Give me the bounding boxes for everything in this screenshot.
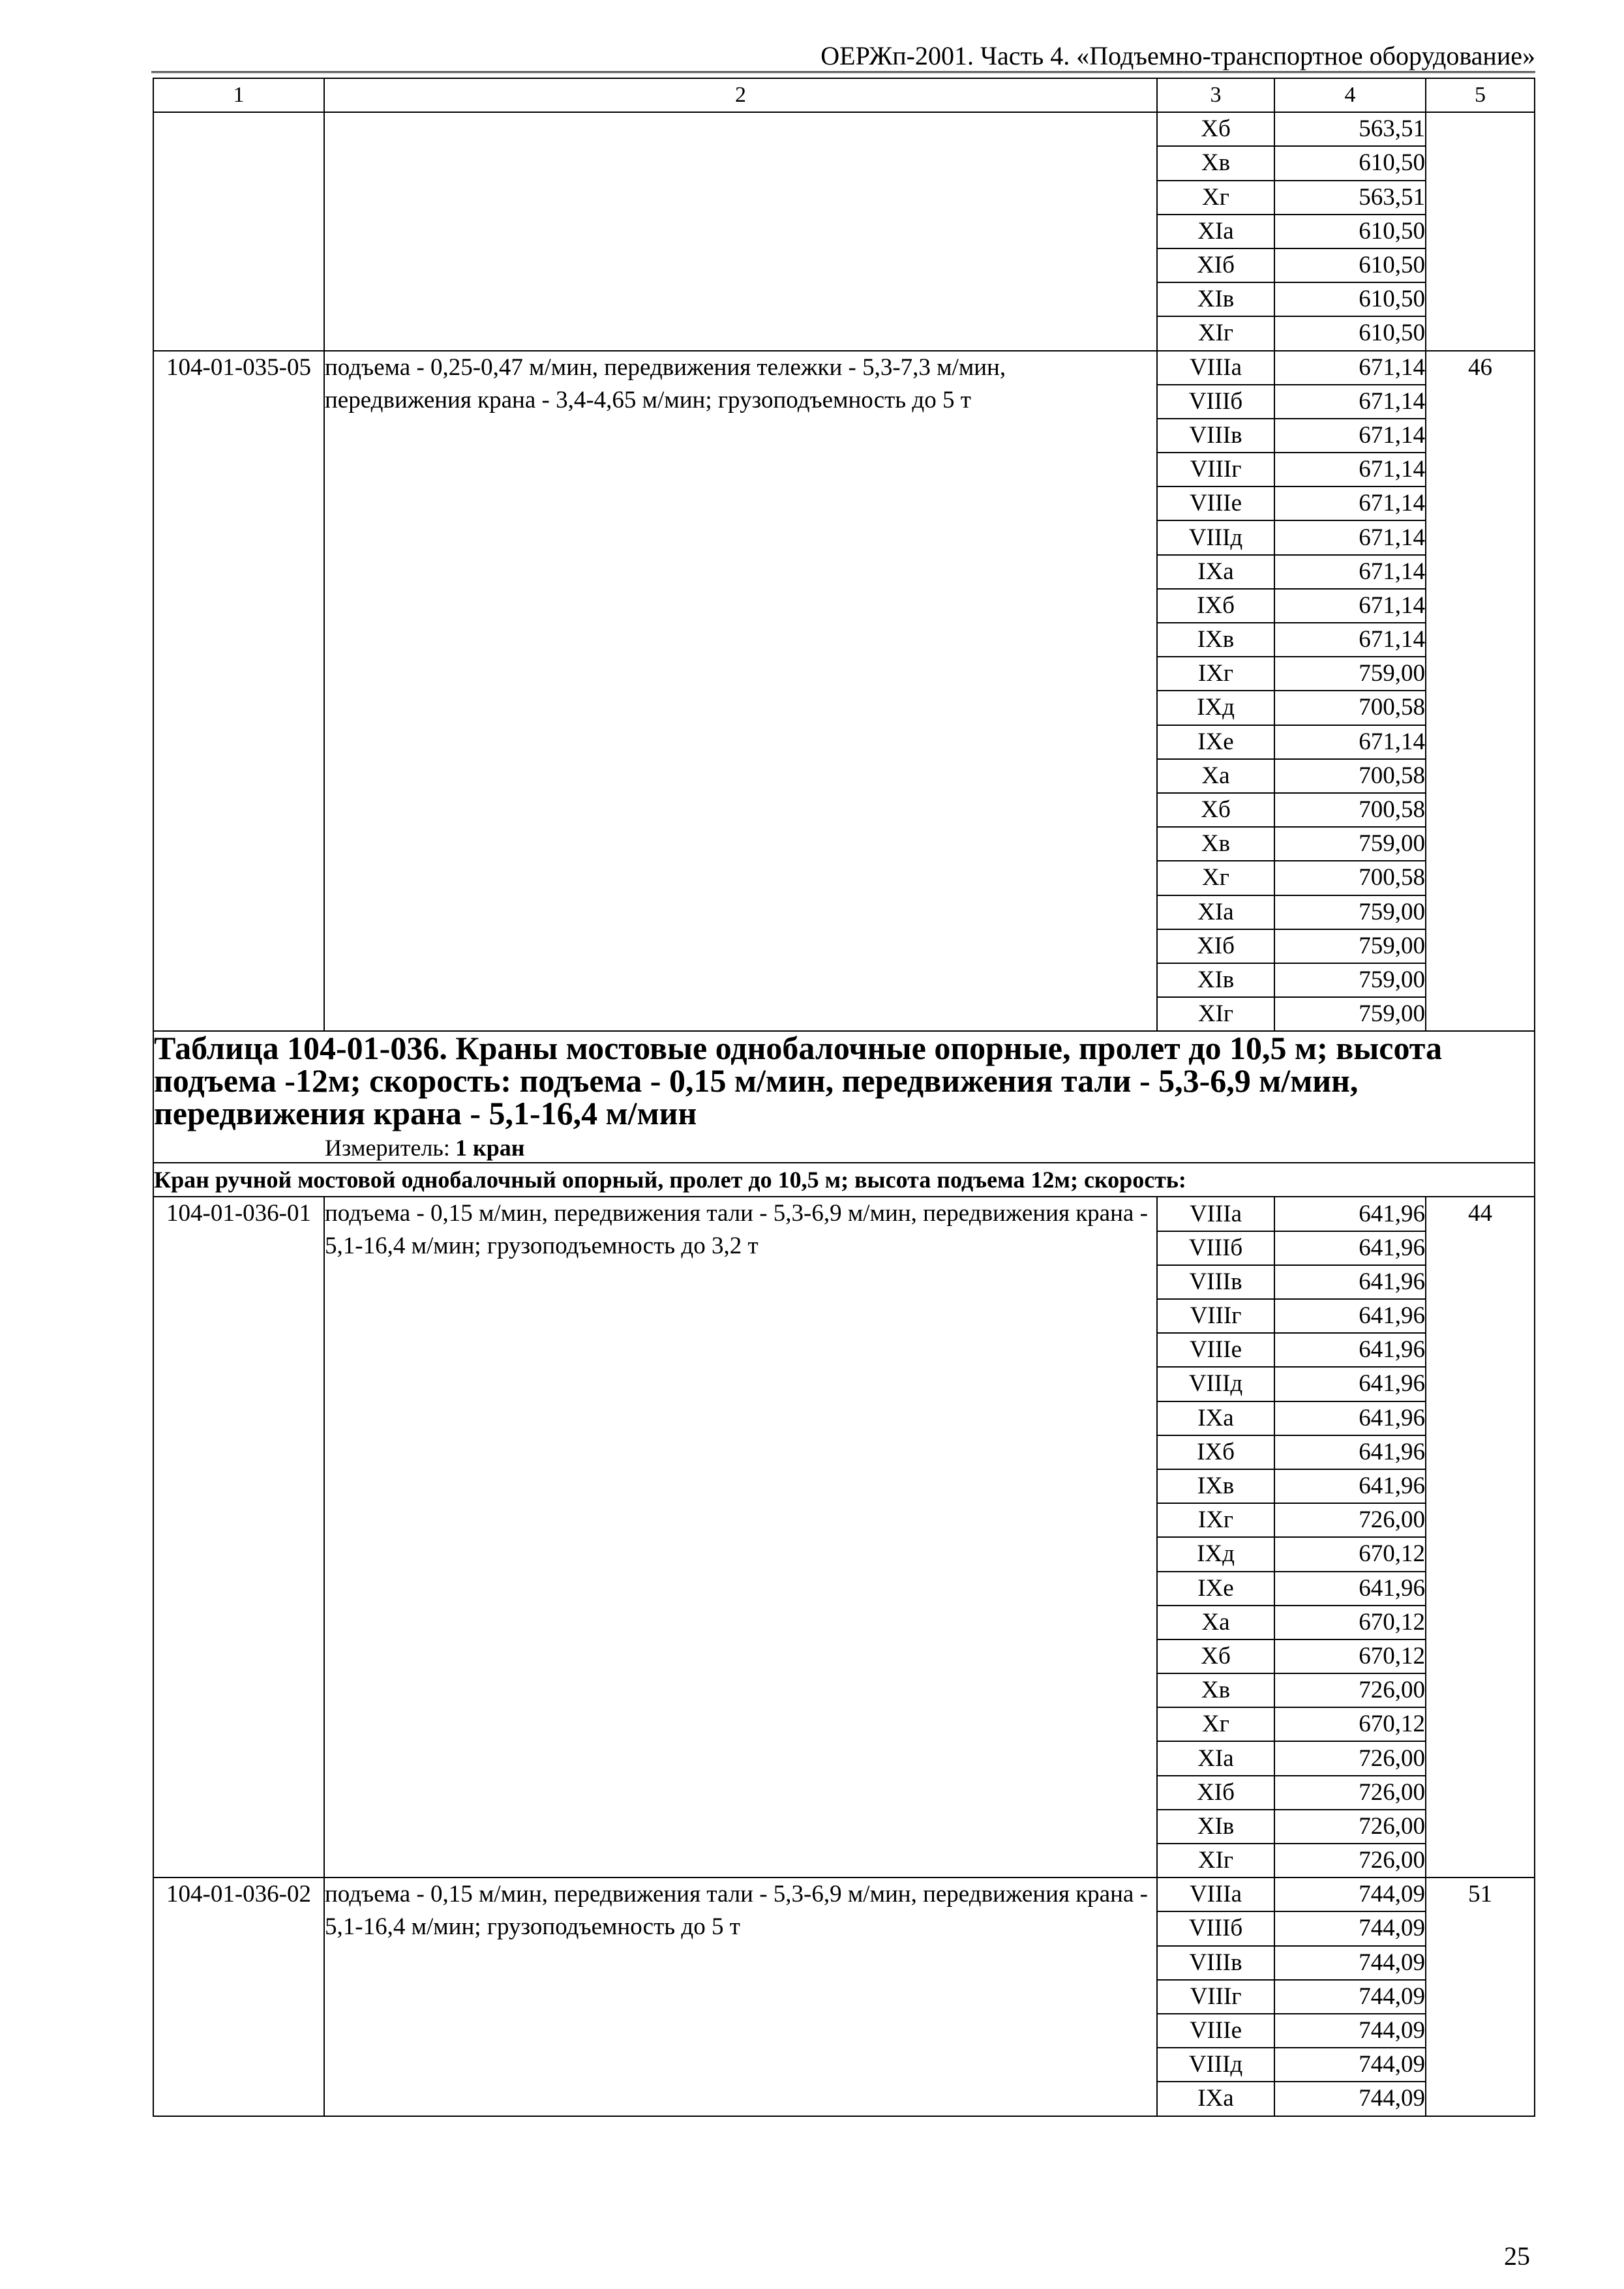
zone-cell: Xг: [1157, 861, 1274, 895]
price-cell: 641,96: [1274, 1265, 1426, 1299]
zone-cell: XIг: [1157, 997, 1274, 1031]
price-cell: 759,00: [1274, 895, 1426, 929]
zone-cell: IXб: [1157, 589, 1274, 623]
zone-cell: IXг: [1157, 657, 1274, 691]
zone-cell: VIIIе: [1157, 486, 1274, 520]
zone-cell: Xб: [1157, 793, 1274, 827]
price-cell: 700,58: [1274, 759, 1426, 793]
item-description: подъема - 0,15 м/мин, передвижения тали - 5,3-6,9 м/мин, передвижения крана - 5,1-16,4 м/мин; грузоподъемность до 5 т: [324, 1878, 1157, 2116]
zone-cell: VIIIв: [1157, 1946, 1274, 1980]
price-cell: 726,00: [1274, 1810, 1426, 1844]
price-cell: 700,58: [1274, 691, 1426, 725]
price-cell: 726,00: [1274, 1844, 1426, 1878]
table-title-cell: [153, 1031, 1535, 1163]
price-cell: 700,58: [1274, 861, 1426, 895]
zone-cell: Xб: [1157, 112, 1274, 146]
zone-cell: Xв: [1157, 146, 1274, 180]
item-description: [324, 112, 1157, 350]
zone-cell: XIб: [1157, 929, 1274, 963]
price-cell: 671,14: [1274, 419, 1426, 453]
zone-cell: Xв: [1157, 827, 1274, 861]
zone-cell: VIIIд: [1157, 1367, 1274, 1401]
price-cell: 726,00: [1274, 1503, 1426, 1537]
column-number: 5: [1426, 78, 1535, 112]
column-number-row: [153, 78, 1535, 112]
zone-cell: XIа: [1157, 1741, 1274, 1775]
column-number: 2: [324, 78, 1157, 112]
measure-unit-line: [154, 1133, 1534, 1162]
column-5-value: 44: [1426, 1197, 1535, 1878]
price-cell: 610,50: [1274, 215, 1426, 248]
zone-cell: XIв: [1157, 1810, 1274, 1844]
price-cell: 759,00: [1274, 827, 1426, 861]
zone-cell: VIIIг: [1157, 1299, 1274, 1333]
price-cell: 671,14: [1274, 589, 1426, 623]
item-code: [153, 112, 324, 350]
price-cell: 641,96: [1274, 1197, 1426, 1231]
table-row: [153, 1878, 1535, 1911]
table-row: [153, 351, 1535, 385]
zone-cell: XIг: [1157, 316, 1274, 350]
zone-cell: Xа: [1157, 759, 1274, 793]
price-cell: 641,96: [1274, 1299, 1426, 1333]
price-cell: 563,51: [1274, 181, 1426, 215]
price-cell: 671,14: [1274, 623, 1426, 657]
price-cell: 744,09: [1274, 1946, 1426, 1980]
price-cell: 726,00: [1274, 1741, 1426, 1775]
zone-cell: VIIIб: [1157, 1231, 1274, 1265]
price-table-body: [153, 78, 1535, 2116]
column-5-value: [1426, 112, 1535, 350]
table-title-row: [153, 1031, 1535, 1163]
price-cell: 671,14: [1274, 486, 1426, 520]
price-cell: 670,12: [1274, 1537, 1426, 1571]
price-cell: 726,00: [1274, 1673, 1426, 1707]
item-code: 104-01-036-02: [153, 1878, 324, 2116]
price-cell: 670,12: [1274, 1639, 1426, 1673]
price-cell: 744,09: [1274, 2048, 1426, 2082]
zone-cell: XIб: [1157, 1776, 1274, 1810]
zone-cell: Xг: [1157, 1707, 1274, 1741]
price-cell: 610,50: [1274, 146, 1426, 180]
item-code: 104-01-035-05: [153, 351, 324, 1032]
zone-cell: XIб: [1157, 248, 1274, 282]
measure-unit-label: Измеритель:: [325, 1135, 450, 1161]
price-cell: 641,96: [1274, 1231, 1426, 1265]
price-cell: 744,09: [1274, 2014, 1426, 2048]
price-cell: 744,09: [1274, 1980, 1426, 2014]
table-row: [153, 1197, 1535, 1231]
zone-cell: IXг: [1157, 1503, 1274, 1537]
price-table: [153, 78, 1535, 2117]
price-cell: 641,96: [1274, 1367, 1426, 1401]
price-cell: 671,14: [1274, 520, 1426, 554]
zone-cell: XIг: [1157, 1844, 1274, 1878]
zone-cell: Xг: [1157, 181, 1274, 215]
price-cell: 641,96: [1274, 1572, 1426, 1606]
column-number: 1: [153, 78, 324, 112]
group-heading-row: [153, 1163, 1535, 1197]
measure-unit-value: 1 кран: [455, 1135, 525, 1161]
zone-cell: VIIIв: [1157, 419, 1274, 453]
price-cell: 759,00: [1274, 657, 1426, 691]
zone-cell: VIIIд: [1157, 2048, 1274, 2082]
price-cell: 610,50: [1274, 248, 1426, 282]
header-rule: [151, 71, 1535, 73]
price-cell: 563,51: [1274, 112, 1426, 146]
item-description: подъема - 0,25-0,47 м/мин, передвижения тележки - 5,3-7,3 м/мин, передвижения крана - 3,4-4,65 м/мин; грузоподъемность до 5 т: [324, 351, 1157, 1032]
price-cell: 671,14: [1274, 351, 1426, 385]
page-header-title: ОЕРЖп-2001. Часть 4. «Подъемно-транспортное оборудование»: [820, 41, 1535, 70]
zone-cell: XIв: [1157, 282, 1274, 316]
price-cell: 744,09: [1274, 1911, 1426, 1945]
zone-cell: IXд: [1157, 1537, 1274, 1571]
zone-cell: VIIIд: [1157, 520, 1274, 554]
price-cell: 670,12: [1274, 1707, 1426, 1741]
zone-cell: VIIIб: [1157, 385, 1274, 419]
zone-cell: IXа: [1157, 555, 1274, 589]
zone-cell: XIа: [1157, 215, 1274, 248]
zone-cell: VIIIг: [1157, 1980, 1274, 2014]
zone-cell: Xа: [1157, 1606, 1274, 1639]
zone-cell: VIIIб: [1157, 1911, 1274, 1945]
page-header: [151, 35, 1535, 73]
price-cell: 670,12: [1274, 1606, 1426, 1639]
table-row: [153, 112, 1535, 146]
price-cell: 744,09: [1274, 1878, 1426, 1911]
price-cell: 641,96: [1274, 1333, 1426, 1367]
price-cell: 671,14: [1274, 555, 1426, 589]
zone-cell: VIIIг: [1157, 453, 1274, 486]
column-number: 4: [1274, 78, 1426, 112]
price-cell: 641,96: [1274, 1435, 1426, 1469]
price-cell: 759,00: [1274, 929, 1426, 963]
zone-cell: VIIIа: [1157, 351, 1274, 385]
page-number: 25: [1504, 2241, 1530, 2271]
zone-cell: VIIIа: [1157, 1197, 1274, 1231]
zone-cell: XIв: [1157, 963, 1274, 997]
zone-cell: VIIIа: [1157, 1878, 1274, 1911]
price-cell: 744,09: [1274, 2082, 1426, 2116]
zone-cell: Xв: [1157, 1673, 1274, 1707]
zone-cell: Xб: [1157, 1639, 1274, 1673]
zone-cell: IXа: [1157, 1401, 1274, 1435]
price-cell: 726,00: [1274, 1776, 1426, 1810]
item-description: подъема - 0,15 м/мин, передвижения тали - 5,3-6,9 м/мин, передвижения крана - 5,1-16,4 м/мин; грузоподъемность до 3,2 т: [324, 1197, 1157, 1878]
zone-cell: VIIIе: [1157, 2014, 1274, 2048]
price-cell: 641,96: [1274, 1469, 1426, 1503]
price-cell: 610,50: [1274, 282, 1426, 316]
item-code: 104-01-036-01: [153, 1197, 324, 1878]
price-cell: 671,14: [1274, 385, 1426, 419]
price-cell: 759,00: [1274, 997, 1426, 1031]
zone-cell: VIIIе: [1157, 1333, 1274, 1367]
price-cell: 671,14: [1274, 725, 1426, 759]
table-title: Таблица 104-01-036. Краны мостовые однобалочные опорные, пролет до 10,5 м; высота подъема -12м; скорость: подъема - 0,15 м/мин, передвижения тали - 5,3-6,9 м/мин, передвижения крана - 5,1-16,4 м/мин: [154, 1030, 1442, 1132]
price-cell: 641,96: [1274, 1401, 1426, 1435]
zone-cell: IXе: [1157, 725, 1274, 759]
column-number: 3: [1157, 78, 1274, 112]
group-heading: Кран ручной мостовой однобалочный опорный, пролет до 10,5 м; высота подъема 12м; скорость:: [153, 1163, 1535, 1197]
zone-cell: XIа: [1157, 895, 1274, 929]
price-cell: 671,14: [1274, 453, 1426, 486]
zone-cell: IXе: [1157, 1572, 1274, 1606]
column-5-value: 51: [1426, 1878, 1535, 2116]
zone-cell: IXд: [1157, 691, 1274, 725]
price-cell: 759,00: [1274, 963, 1426, 997]
column-5-value: 46: [1426, 351, 1535, 1032]
price-cell: 610,50: [1274, 316, 1426, 350]
zone-cell: IXв: [1157, 1469, 1274, 1503]
zone-cell: IXв: [1157, 623, 1274, 657]
price-cell: 700,58: [1274, 793, 1426, 827]
zone-cell: VIIIв: [1157, 1265, 1274, 1299]
zone-cell: IXа: [1157, 2082, 1274, 2116]
zone-cell: IXб: [1157, 1435, 1274, 1469]
